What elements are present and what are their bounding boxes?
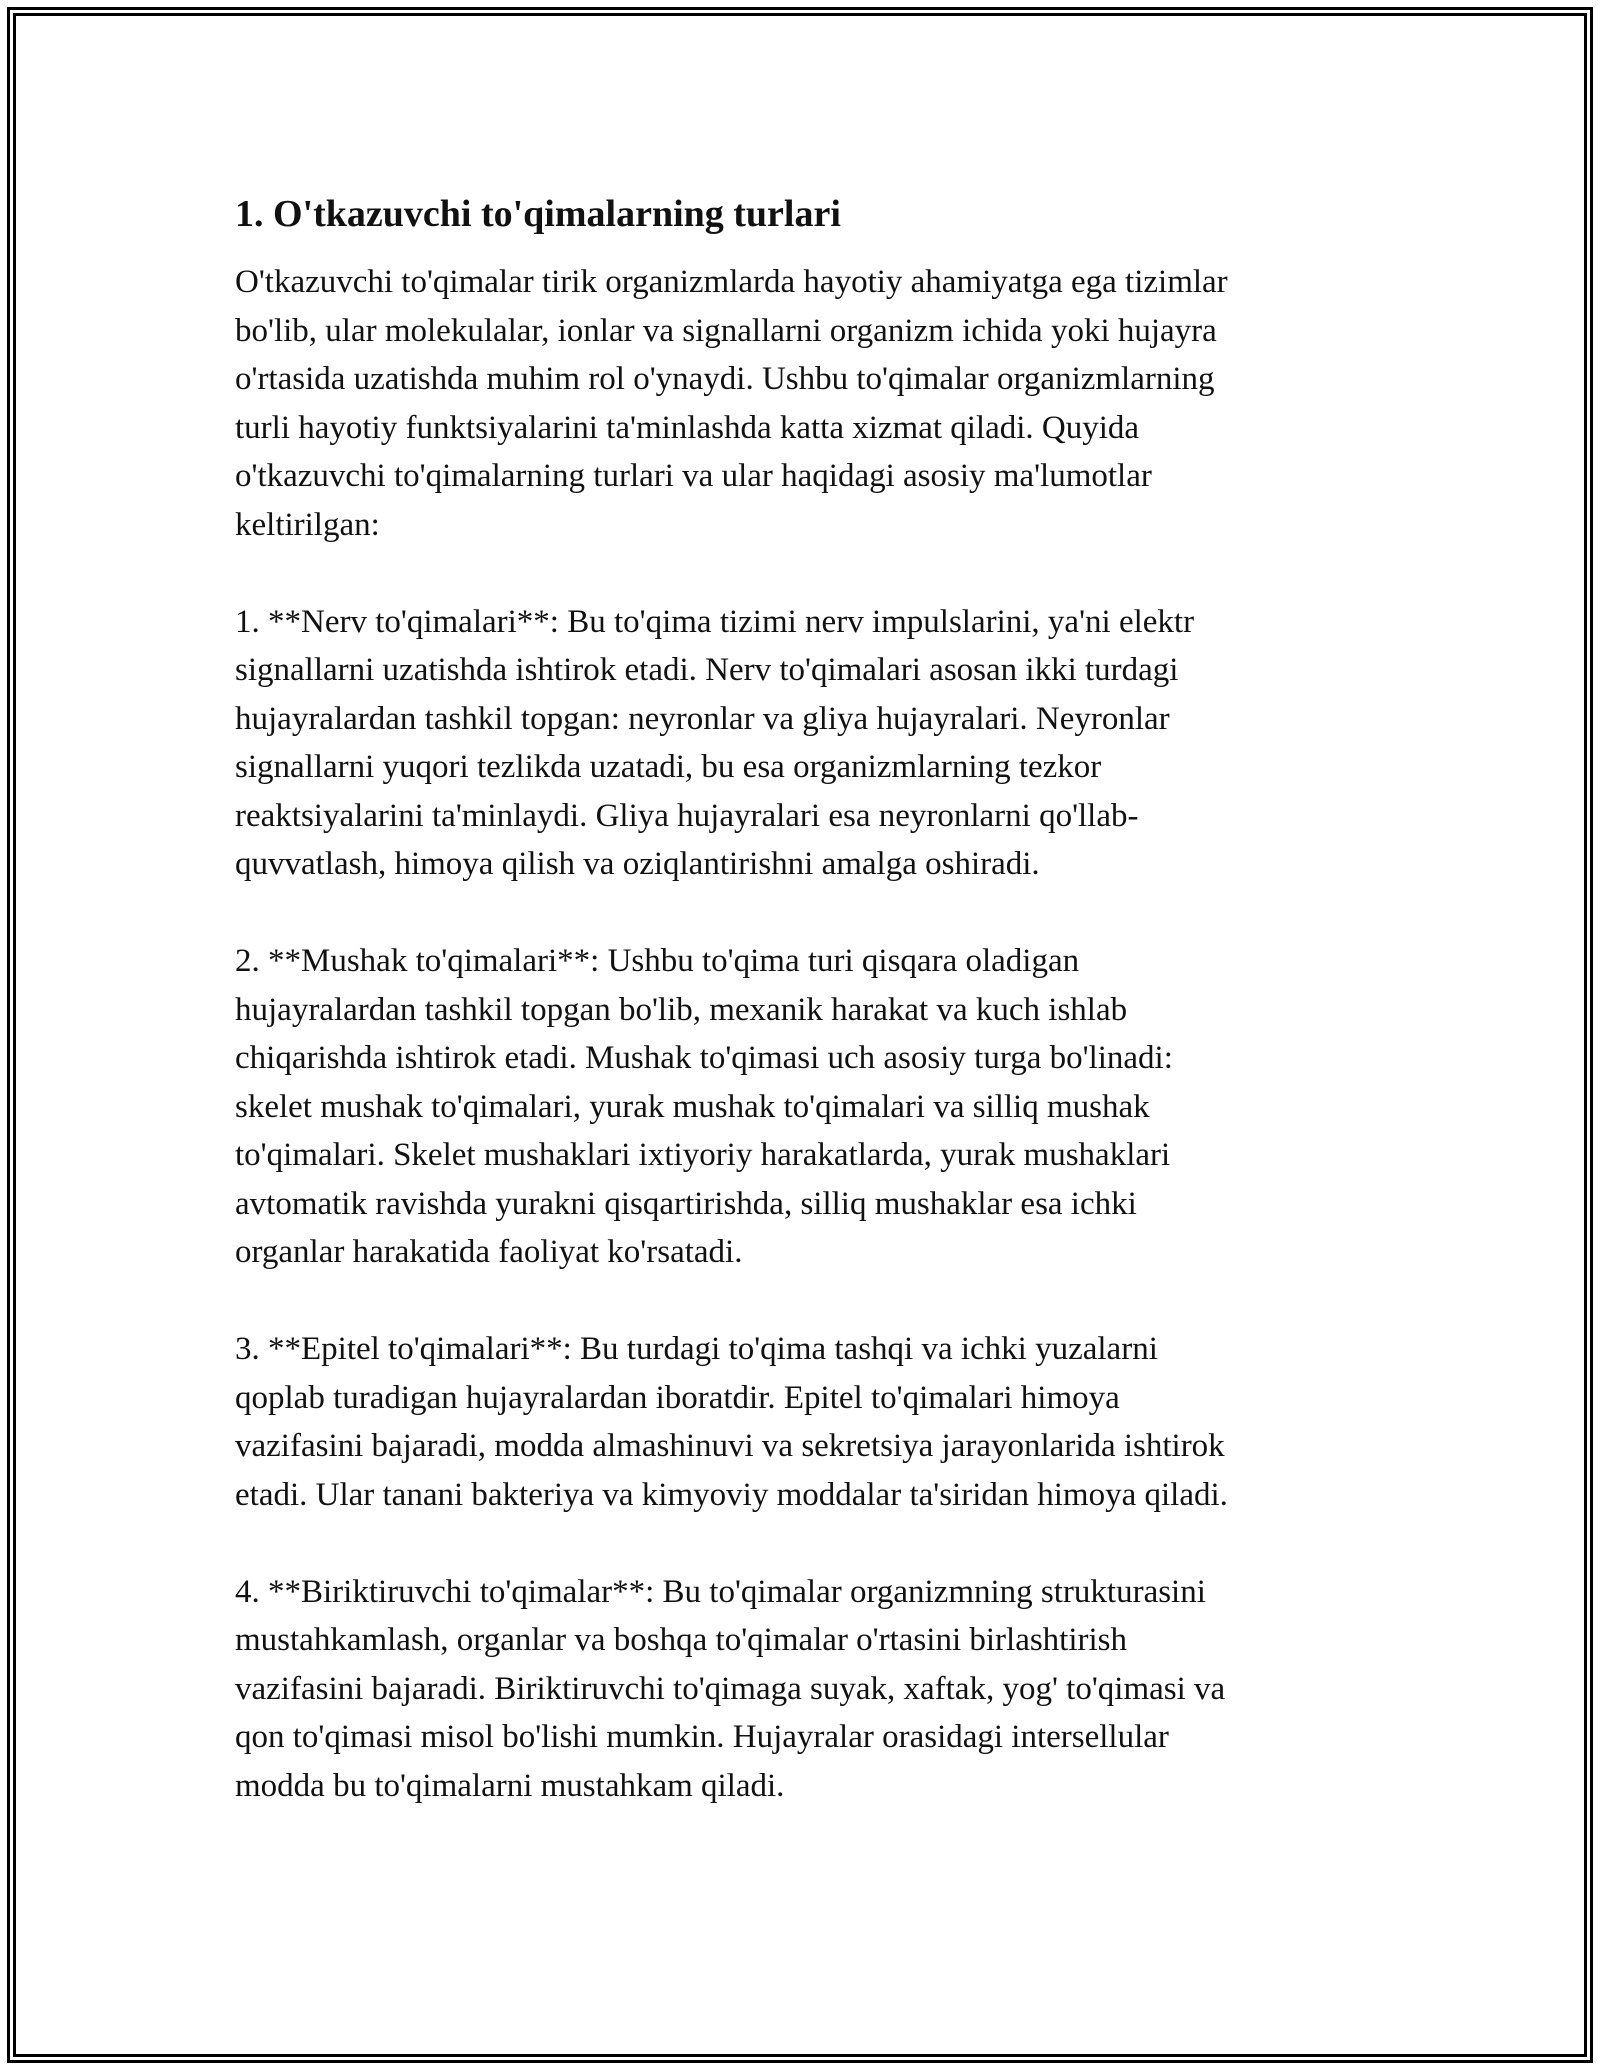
text-line: turli hayotiy funktsiyalarini ta'minlashda katta xizmat qiladi. Quyida	[235, 409, 1140, 446]
text-line: hujayralardan tashkil topgan: neyronlar va gliya hujayralari. Neyronlar	[235, 700, 1170, 737]
text-line: skelet mushak to'qimalari, yurak mushak to'qimalari va silliq mushak	[235, 1088, 1150, 1125]
text-line: keltirilgan:	[235, 506, 380, 543]
text-line: avtomatik ravishda yurakni qisqartirishda, silliq mushaklar esa ichki	[235, 1185, 1137, 1222]
text-line: 4. **Biriktiruvchi to'qimalar**: Bu to'qimalar organizmning strukturasini	[235, 1573, 1206, 1610]
text-line: o'tkazuvchi to'qimalarning turlari va ular haqidagi asosiy ma'lumotlar	[235, 458, 1152, 494]
text-line: 3. **Epitel to'qimalari**: Bu turdagi to'qima tashqi va ichki yuzalarni	[235, 1331, 1158, 1367]
paragraph	[235, 258, 1355, 549]
page-title: 1. O'tkazuvchi to'qimalarning turlari	[235, 193, 841, 235]
text-line: quvvatlash, himoya qilish va oziqlantirishni amalga oshiradi.	[235, 846, 1040, 882]
text-line: chiqarishda ishtirok etadi. Mushak to'qimasi uch asosiy turga bo'linadi:	[235, 1040, 1173, 1076]
document-body	[235, 188, 1355, 1859]
text-line: 1. **Nerv to'qimalari**: Bu to'qima tizimi nerv impulslarini, ya'ni elektr	[235, 603, 1195, 640]
text-line: signallarni uzatishda ishtirok etadi. Nerv to'qimalari asosan ikki turdagi	[235, 652, 1179, 688]
text-line: qoplab turadigan hujayralardan iboratdir. Epitel to'qimalari himoya	[235, 1379, 1120, 1416]
paragraph-list	[235, 258, 1355, 1810]
text-line: signallarni yuqori tezlikda uzatadi, bu esa organizmlarning tezkor	[235, 749, 1102, 785]
text-line: vazifasini bajaradi. Biriktiruvchi to'qimaga suyak, xaftak, yog' to'qimasi va	[235, 1670, 1226, 1707]
paragraph	[235, 1325, 1355, 1519]
text-line: bo'lib, ular molekulalar, ionlar va signallarni organizm ichida yoki hujayra	[235, 312, 1217, 349]
text-line: 2. **Mushak to'qimalari**: Ushbu to'qima turi qisqara oladigan	[235, 943, 1080, 979]
text-line: to'qimalari. Skelet mushaklari ixtiyoriy harakatlarda, yurak mushaklari	[235, 1137, 1171, 1173]
paragraph	[235, 598, 1355, 889]
text-line: vazifasini bajaradi, modda almashinuvi va sekretsiya jarayonlarida ishtirok	[235, 1428, 1225, 1464]
text-line: hujayralardan tashkil topgan bo'lib, mexanik harakat va kuch ishlab	[235, 991, 1128, 1028]
text-line: organlar harakatida faoliyat ko'rsatadi.	[235, 1234, 743, 1270]
text-line: o'rtasida uzatishda muhim rol o'ynaydi. Ushbu to'qimalar organizmlarning	[235, 361, 1215, 397]
paragraph	[235, 937, 1355, 1277]
text-line: etadi. Ular tanani bakteriya va kimyoviy moddalar ta'siridan himoya qiladi.	[235, 1476, 1228, 1513]
text-line: mustahkamlash, organlar va boshqa to'qimalar o'rtasini birlashtirish	[235, 1622, 1128, 1658]
text-line: reaktsiyalarini ta'minlaydi. Gliya hujayralari esa neyronlarni qo'llab-	[235, 797, 1139, 834]
paragraph	[235, 1568, 1355, 1811]
text-line: qon to'qimasi misol bo'lishi mumkin. Hujayralar orasidagi intersellular	[235, 1719, 1169, 1755]
text-line: modda bu to'qimalarni mustahkam qiladi.	[235, 1767, 785, 1804]
text-line: O'tkazuvchi to'qimalar tirik organizmlarda hayotiy ahamiyatga ega tizimlar	[235, 264, 1228, 300]
